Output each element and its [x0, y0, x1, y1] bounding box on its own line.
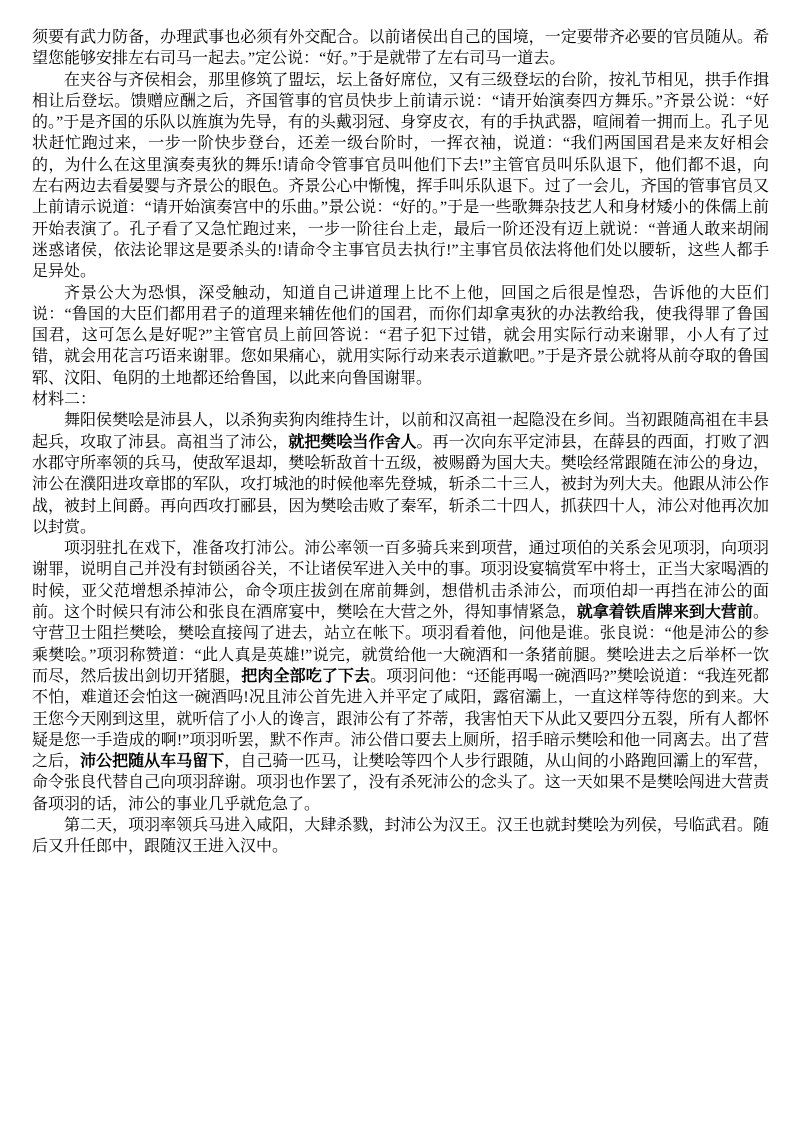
bold-text-run: 把肉全部吃了下去 [241, 667, 371, 685]
material-2-label [32, 389, 769, 410]
text-run: 。守营卫士阻拦樊哙，樊哙直接闯了进去，站立在帐下。项羽看着他，问他是谁。张良说：“他是沛公的参乘樊哙。”项羽称赞道：“此人真是英雄!”说完，就赏给他一大碗酒和一条猪前腿。樊哙进去之后举杯一饮而尽，然后拔出剑切开猪腿， [32, 604, 769, 685]
text-run: 齐景公大为恐惧，深受触动，知道自己讲道理上比不上他，回国之后很是惶恐，告诉他的大臣们说：“鲁国的大臣们都用君子的道理来辅佐他们的国君，而你们却拿夷狄的办法教给我，使我得罪了鲁国国君，这可怎么是好呢?”主管官员上前回答说：“君子犯下过错，就会用实际行动来谢罪，小人有了过错，就会用花言巧语来谢罪。您如果痛心，就用实际行动来表示道歉吧。”于是齐景公就将从前夺取的鲁国郓、汶阳、龟阴的土地都还给鲁国，以此来向鲁国谢罪。 [32, 284, 769, 387]
text-run: 在夹谷与齐侯相会，那里修筑了盟坛，坛上备好席位，又有三级登坛的台阶，按礼节相见，拱手作揖相让后登坛。馈赠应酬之后，齐国管事的官员快步上前请示说：“请开始演奏四方舞乐。”齐景公说：“好的。”于是齐国的乐队以旌旗为先导，有的头戴羽冠、身穿皮衣，有的手执武器，喧闹着一拥而上。孔子见状赶忙跑过来，一步一阶快步登台，还差一级台阶时，一挥衣袖，说道：“我们两国国君是来友好相会的，为什么在这里演奏夷狄的舞乐!请命令管事官员叫他们下去!”主管官员叫乐队退下，他们都不退，向左右两边去看晏婴与齐景公的眼色。齐景公心中惭愧，挥手叫乐队退下。过了一会儿，齐国的管事官员又上前请示说道：“请开始演奏宫中的乐曲。”景公说：“好的。”于是一些歌舞杂技艺人和身材矮小的侏儒上前开始表演了。孔子看了又急忙跑过来，一步一阶往台上走，最后一阶还没有迈上就说：“普通人敢来胡闹迷惑诸侯，依法论罪这是要杀头的!请命令主事官员去执行!”主事官员依法将他们处以腰斩，这些人都手足异处。 [32, 71, 769, 281]
text-run: ，自己骑一匹马，让樊哙等四个人步行跟随，从山间的小路跑回灞上的军营，命令张良代替自己向项羽辞谢。项羽也作罢了，没有杀死沛公的念头了。这一天如果不是樊哙闯进大营责备项羽的话，沛公的事业几乎就危急了。 [32, 753, 769, 813]
paragraph-continuation [32, 27, 769, 70]
text-run: 项羽驻扎在戏下，准备攻打沛公。沛公率领一百多骑兵来到项营，通过项伯的关系会见项羽，向项羽谢罪，说明自己并没有封锁函谷关，不让诸侯军进入关中的事。项羽设宴犒赏军中将士，正当大家喝酒的时候，亚父范增想杀掉沛公，命令项庄拔剑在席前舞剑，想借机击杀沛公，而项伯却一再挡在沛公的面前。这个时候只有沛公和张良在酒席宴中，樊哙在大营之外，得知事情紧急， [32, 540, 769, 622]
bold-text-run: 就把樊哙当作舍人 [288, 433, 417, 451]
paragraph-jiagu-meeting [32, 70, 769, 283]
text-run: 。项羽问他：“还能再喝一碗酒吗?”樊哙说道：“我连死都不怕，难道还会怕这一碗酒吗!况且沛公首先进入并平定了咸阳，露宿灞上，一直这样等待您的到来。大王您今天刚到这里，就听信了小人的谗言，跟沛公有了芥蒂，我害怕天下从此又要四分五裂，所有人都怀疑是您一手造成的啊!”项羽听罢，默不作声。沛公借口要去上厕所，招手暗示樊哙和他一同离去。出了营之后， [32, 667, 769, 771]
paragraph-hongmen-banquet [32, 538, 769, 815]
document-body [32, 27, 769, 858]
text-run: 须要有武力防备，办理武事也必须有外交配合。以前诸侯出自己的国境，一定要带齐必要的官员随从。希望您能够安排左右司马一起去。”定公说：“好。”于是就带了左右司马一道去。 [32, 29, 769, 68]
paragraph-hanwang [32, 815, 769, 858]
paragraph-fankuai-intro [32, 410, 769, 538]
text-run: 舞阳侯樊哙是沛县人，以杀狗卖狗肉维持生计，以前和汉高祖一起隐没在乡间。当初跟随高祖在丰县起兵，攻取了沛县。高祖当了沛公， [32, 412, 769, 451]
bold-text-run: 沛公把随从车马留下 [80, 753, 225, 771]
bold-text-run: 就拿着铁盾牌来到大营前 [576, 604, 753, 622]
text-run: 第二天，项羽率领兵马进入咸阳，大肆杀戮，封沛公为汉王。汉王也就封樊哙为列侯，号临武君。随后又升任郎中，跟随汉王进入汉中。 [32, 816, 769, 856]
text-run: 。再一次向东平定沛县，在薛县的西面，打败了泗水郡守所率领的兵马，使敌军退却，樊哙斩敌首十五级，被赐爵为国大夫。樊哙经常跟随在沛公的身边，沛公在濮阳进攻章邯的军队，攻打城池的时候他率先登城，斩杀二十三人，被封为列大夫。他跟从沛公作战，被封上间爵。再向西攻打郦县，因为樊哙击败了秦军，斩杀二十四人，抓获四十人，沛公对他再次加以封赏。 [32, 433, 769, 536]
paragraph-qi-duke-fear [32, 283, 769, 389]
text-run: 材料二： [32, 391, 97, 409]
